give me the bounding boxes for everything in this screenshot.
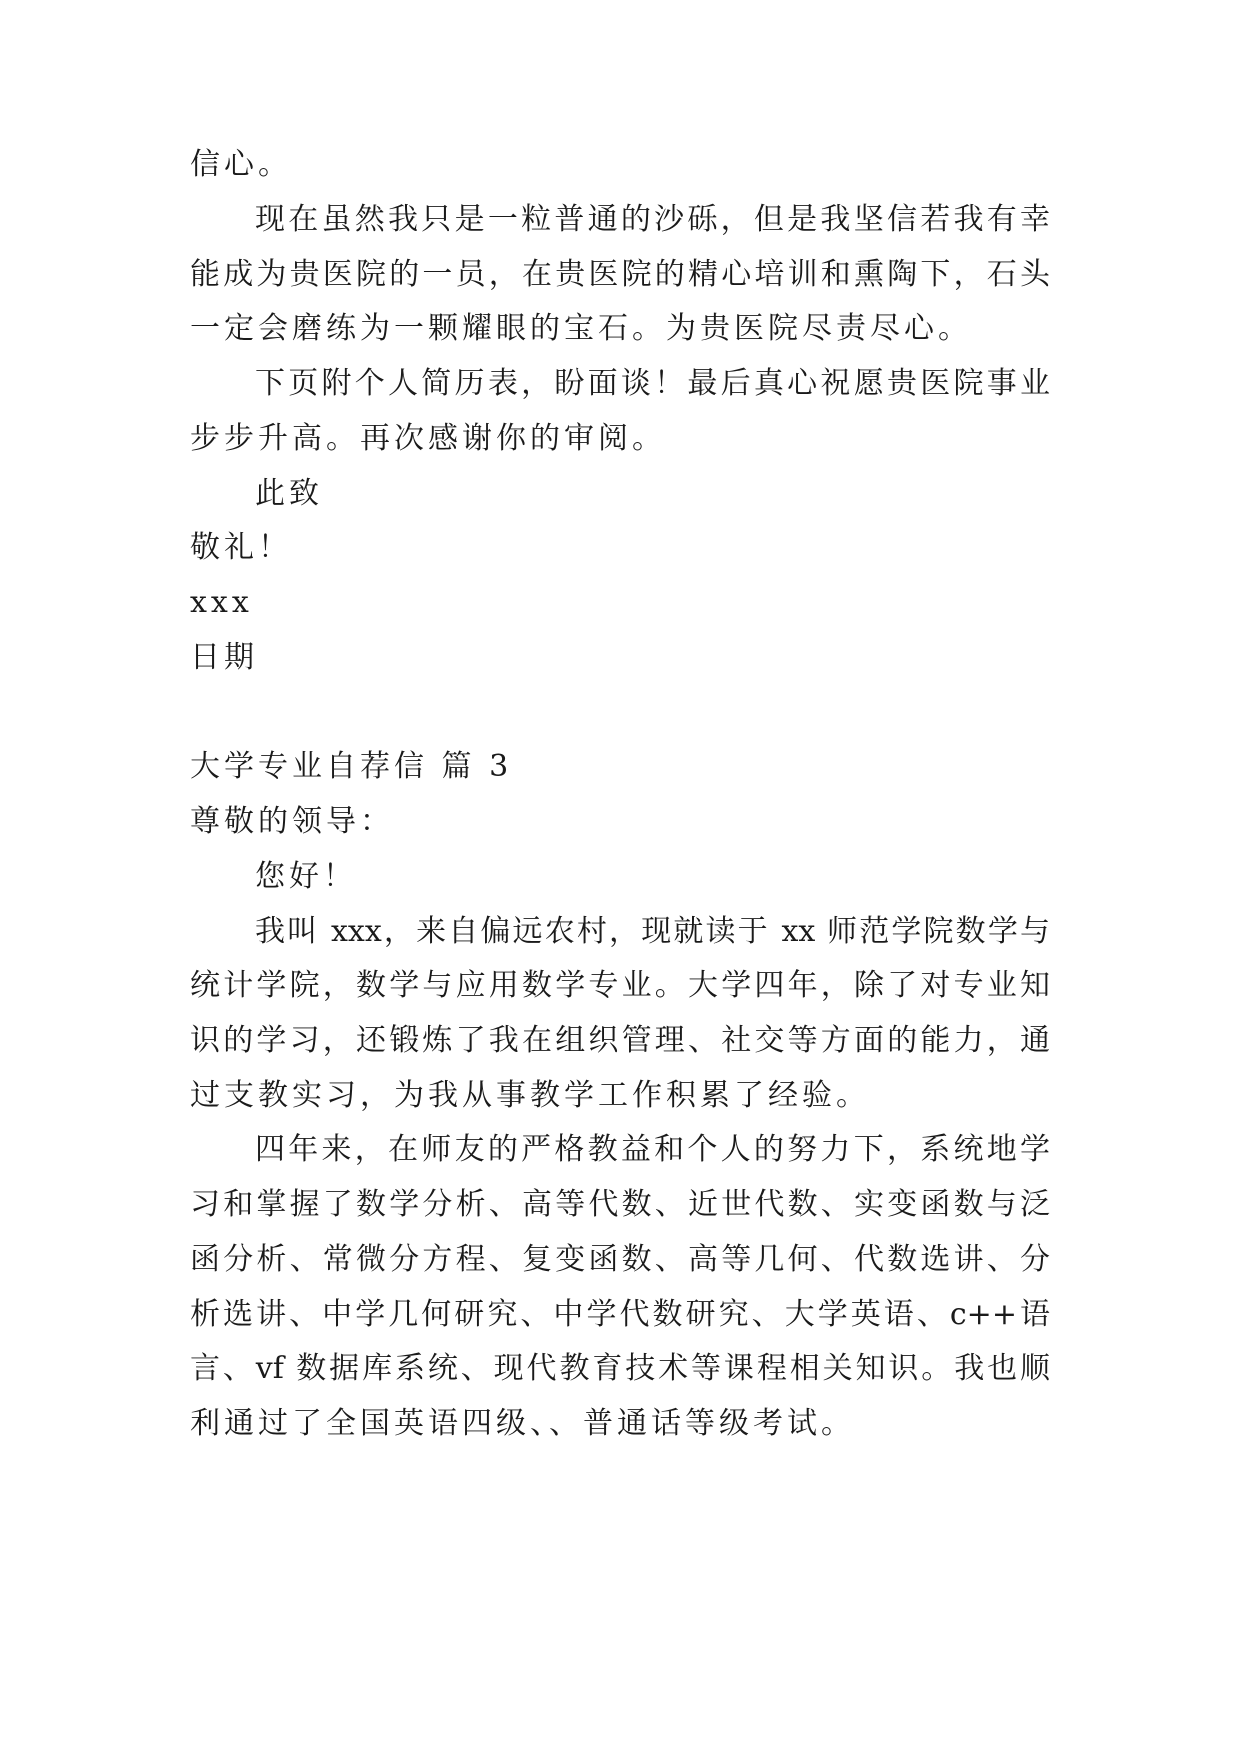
paragraph-line: 过支教实习，为我从事教学工作积累了经验。	[190, 1078, 870, 1113]
paragraph-line: 函分析、常微分方程、复变函数、高等几何、代数选讲、分	[190, 1242, 1050, 1277]
section-title: 大学专业自荐信 篇 3	[190, 749, 513, 784]
paragraph-line: 能成为贵医院的一员，在贵医院的精心培训和熏陶下，石头	[190, 257, 1050, 292]
paragraph-line: 下页附个人简历表，盼面谈！最后真心祝愿贵医院事业	[255, 366, 1050, 401]
paragraph-line: 步步升高。再次感谢你的审阅。	[190, 421, 666, 456]
signature-date: 日期	[190, 640, 258, 675]
paragraph-line: 统计学院，数学与应用数学专业。大学四年，除了对专业知	[190, 968, 1050, 1003]
text-line: 信心。	[190, 147, 292, 182]
paragraph-line: 现在虽然我只是一粒普通的沙砾，但是我坚信若我有幸	[255, 202, 1050, 237]
paragraph-line: 言、vf 数据库系统、现代教育技术等课程相关知识。我也顺	[190, 1351, 1050, 1386]
paragraph-line: 我叫 xxx，来自偏远农村，现就读于 xx 师范学院数学与	[255, 914, 1050, 949]
paragraph-line: 四年来，在师友的严格教益和个人的努力下，系统地学	[255, 1132, 1050, 1167]
paragraph-line: 利通过了全国英语四级、、普通话等级考试。	[190, 1406, 855, 1441]
salutation-line: 敬礼！	[190, 530, 292, 565]
paragraph-line: 一定会磨练为一颗耀眼的宝石。为贵医院尽责尽心。	[190, 311, 972, 346]
closing-line: 此致	[255, 476, 323, 511]
greeting-line: 您好！	[255, 859, 357, 894]
greeting-line: 尊敬的领导：	[190, 804, 394, 839]
paragraph-line: 习和掌握了数学分析、高等代数、近世代数、实变函数与泛	[190, 1187, 1050, 1222]
signature-name: xxx	[190, 585, 253, 620]
paragraph-line: 识的学习，还锻炼了我在组织管理、社交等方面的能力，通	[190, 1023, 1050, 1058]
paragraph-line: 析选讲、中学几何研究、中学代数研究、大学英语、c++语	[190, 1297, 1050, 1332]
